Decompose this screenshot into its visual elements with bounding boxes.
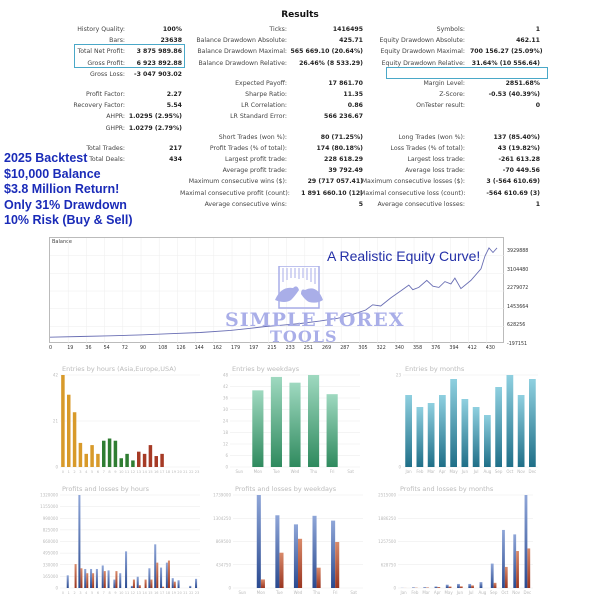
equity-curve-caption: A Realistic Equity Curve! xyxy=(327,248,481,264)
y-tick-label: 628256 xyxy=(507,323,526,329)
svg-text:36: 36 xyxy=(222,395,228,401)
stat-label: Gross Profit: xyxy=(87,59,125,67)
svg-text:Aug: Aug xyxy=(483,469,492,474)
watermark-line1: SIMPLE FOREX xyxy=(225,309,405,331)
stat-value: 5 xyxy=(358,200,363,208)
svg-text:23: 23 xyxy=(395,372,401,378)
svg-text:6: 6 xyxy=(225,453,228,458)
svg-text:8: 8 xyxy=(108,470,111,474)
svg-text:Jul: Jul xyxy=(473,469,479,474)
stat-value: 3 (-564 610.69) xyxy=(486,178,540,186)
svg-text:2: 2 xyxy=(73,591,76,595)
svg-text:30: 30 xyxy=(222,407,228,412)
stat-label: Average loss trade: xyxy=(405,167,465,175)
x-tick-label: 90 xyxy=(140,346,147,351)
svg-text:Oct: Oct xyxy=(501,590,509,595)
svg-text:Tue: Tue xyxy=(276,590,283,595)
svg-text:Nov: Nov xyxy=(512,590,521,595)
stat-value: 31.64% (10 556.64) xyxy=(471,59,540,67)
svg-text:22: 22 xyxy=(189,591,194,595)
svg-text:21: 21 xyxy=(183,470,188,474)
stat-value: -564 610.69 (3) xyxy=(486,189,540,197)
x-tick-label: 340 xyxy=(394,346,404,351)
svg-text:Fri: Fri xyxy=(329,469,335,474)
stat-value: 425.71 xyxy=(339,37,363,45)
x-tick-label: 287 xyxy=(340,346,350,351)
svg-text:Jan: Jan xyxy=(400,590,407,595)
svg-text:9: 9 xyxy=(114,591,117,595)
stat-label: Loss Trades (% of total): xyxy=(390,144,465,152)
svg-text:7: 7 xyxy=(102,591,105,595)
stat-value: 174 (80.18%) xyxy=(316,144,363,152)
svg-text:434750: 434750 xyxy=(215,562,231,568)
highlight-net-gross-profit xyxy=(74,44,185,68)
svg-text:1: 1 xyxy=(67,470,70,474)
stat-value: 2.27 xyxy=(166,90,182,98)
x-tick-label: 269 xyxy=(322,346,332,351)
promo-line: 2025 Backtest xyxy=(4,151,88,165)
stat-value: 565 669.10 (20.64%) xyxy=(290,48,363,56)
stat-value: 228 618.29 xyxy=(324,155,363,163)
stat-label: OnTester result: xyxy=(416,102,465,110)
svg-text:1: 1 xyxy=(67,591,70,595)
stat-label: LR Standard Error: xyxy=(230,113,287,121)
svg-text:1739000: 1739000 xyxy=(213,492,231,498)
svg-text:13: 13 xyxy=(136,470,142,474)
stat-label: Total Net Profit: xyxy=(77,48,125,56)
svg-text:495000: 495000 xyxy=(42,550,58,556)
stat-value: 1 xyxy=(535,26,540,33)
svg-text:Dec: Dec xyxy=(523,590,532,595)
stat-label: Average consecutive losses: xyxy=(377,200,465,208)
svg-text:20: 20 xyxy=(177,470,182,474)
stat-value: 5.54 xyxy=(166,102,182,110)
chart-title: Profits and losses by weekdays xyxy=(235,485,337,493)
stat-value: -261 613.28 xyxy=(498,155,540,163)
stat-label: History Quality: xyxy=(77,26,125,33)
profits-losses-by-weekdays-chart xyxy=(195,485,370,610)
svg-text:24: 24 xyxy=(222,418,228,424)
x-tick-label: 305 xyxy=(358,346,368,351)
stat-label: Total Deals: xyxy=(89,155,125,163)
stat-value: 462.11 xyxy=(516,37,540,45)
stat-label: Ticks: xyxy=(269,26,287,33)
svg-text:Nov: Nov xyxy=(517,469,526,474)
svg-text:Mar: Mar xyxy=(422,590,430,595)
stat-label: Maximal consecutive profit (count): xyxy=(180,189,290,197)
svg-text:0: 0 xyxy=(398,464,401,470)
svg-text:5: 5 xyxy=(90,591,94,595)
stat-value: -3 047 903.02 xyxy=(134,70,182,78)
svg-text:1257500: 1257500 xyxy=(378,539,396,544)
svg-text:Dec: Dec xyxy=(528,469,537,474)
svg-text:Feb: Feb xyxy=(411,590,419,595)
stat-value: 2851.68% xyxy=(505,79,540,87)
x-tick-label: 215 xyxy=(267,346,277,351)
stat-label: Margin Level: xyxy=(423,79,465,87)
chart-title: Profits and losses by hours xyxy=(62,485,150,493)
svg-text:2515000: 2515000 xyxy=(378,492,396,498)
svg-text:15: 15 xyxy=(148,470,153,474)
svg-text:7: 7 xyxy=(102,470,105,474)
svg-text:Apr: Apr xyxy=(438,469,446,474)
svg-text:Mon: Mon xyxy=(253,469,263,474)
svg-text:22: 22 xyxy=(188,470,194,474)
entries-by-hours-chart xyxy=(30,365,210,480)
svg-text:12: 12 xyxy=(130,591,136,595)
stat-label: Balance Drawdown Absolute: xyxy=(196,37,287,45)
x-tick-label: 108 xyxy=(158,346,168,351)
x-tick-label: 430 xyxy=(485,346,495,351)
x-tick-label: 36 xyxy=(85,346,92,351)
svg-text:Sep: Sep xyxy=(489,590,498,595)
chart-title: Entries by weekdays xyxy=(232,365,300,373)
stat-label: Total Trades: xyxy=(86,144,125,152)
x-tick-label: 197 xyxy=(249,346,259,351)
watermark-line2: TOOLS xyxy=(270,327,338,346)
svg-text:13: 13 xyxy=(136,591,141,595)
svg-text:10: 10 xyxy=(119,591,124,595)
svg-text:18: 18 xyxy=(165,470,171,474)
svg-text:14: 14 xyxy=(142,591,147,595)
stat-value: 39 792.49 xyxy=(328,167,363,175)
svg-text:10: 10 xyxy=(118,470,124,474)
svg-text:Thu: Thu xyxy=(309,469,318,474)
svg-text:990000: 990000 xyxy=(42,515,58,521)
highlight-equity-drawdown-relative xyxy=(386,67,548,79)
svg-text:0: 0 xyxy=(228,585,231,591)
svg-text:6: 6 xyxy=(96,470,100,474)
promo-text-block xyxy=(4,151,133,229)
svg-text:Thu: Thu xyxy=(312,590,321,595)
stat-value: 17 861.70 xyxy=(328,79,363,87)
stat-value: 1.0295 (2.95%) xyxy=(128,113,182,121)
svg-text:17: 17 xyxy=(159,470,165,474)
svg-text:18: 18 xyxy=(165,591,171,595)
y-tick-label: 3104480 xyxy=(507,267,529,273)
x-tick-label: 358 xyxy=(413,346,423,351)
stat-label: Balance Drawdown Maximal: xyxy=(197,48,287,56)
svg-text:23: 23 xyxy=(194,591,200,595)
stat-value: 137 (85.40%) xyxy=(493,133,540,141)
x-tick-label: 233 xyxy=(285,346,295,351)
svg-text:1304250: 1304250 xyxy=(213,515,231,521)
svg-text:Fri: Fri xyxy=(332,590,338,595)
stat-value: 43 (19.82%) xyxy=(497,144,540,152)
x-tick-label: 394 xyxy=(449,346,459,351)
svg-text:2: 2 xyxy=(73,470,76,474)
svg-text:869500: 869500 xyxy=(215,539,231,544)
y-tick-label: 1453664 xyxy=(507,304,529,310)
svg-text:6: 6 xyxy=(96,591,100,595)
promo-line: 10% Risk (Buy & Sell) xyxy=(4,213,133,227)
svg-text:Sep: Sep xyxy=(494,469,503,474)
svg-text:5: 5 xyxy=(90,470,94,474)
svg-text:May: May xyxy=(444,590,453,595)
svg-text:0: 0 xyxy=(61,591,65,595)
svg-text:0: 0 xyxy=(61,470,65,474)
x-tick-label: 376 xyxy=(431,346,441,351)
x-tick-label: 162 xyxy=(212,346,222,351)
y-tick-label: -197151 xyxy=(507,342,528,347)
stat-value: 566 236.67 xyxy=(324,113,363,121)
chart-title: Profits and losses by months xyxy=(400,485,494,493)
stat-label: Maximum consecutive losses ($): xyxy=(361,178,465,186)
stat-value: -0.53 (40.39%) xyxy=(488,90,540,98)
stat-label: Maximal consecutive loss (count): xyxy=(360,189,466,197)
svg-text:48: 48 xyxy=(222,372,228,378)
svg-text:3: 3 xyxy=(79,470,82,474)
stat-label: Average consecutive wins: xyxy=(204,200,287,208)
stat-value: 0.86 xyxy=(347,102,363,110)
promo-line: Only 31% Drawdown xyxy=(4,197,127,212)
svg-text:0: 0 xyxy=(55,585,58,591)
svg-text:Wed: Wed xyxy=(290,469,300,474)
chart-title: Entries by months xyxy=(405,365,465,373)
svg-text:19: 19 xyxy=(171,470,177,474)
stat-value: 217 xyxy=(169,144,182,152)
stat-label: Profit Trades (% of total): xyxy=(209,144,287,152)
x-tick-label: 54 xyxy=(103,346,110,351)
svg-text:3: 3 xyxy=(79,591,82,595)
svg-text:18: 18 xyxy=(222,430,228,435)
svg-text:21: 21 xyxy=(183,591,188,595)
x-tick-label: 72 xyxy=(121,346,128,351)
stat-value: 1 891 660.10 (12) xyxy=(301,189,363,197)
stat-label: Long Trades (won %): xyxy=(398,133,465,141)
svg-text:Tue: Tue xyxy=(273,469,280,474)
svg-text:16: 16 xyxy=(153,470,159,474)
svg-text:Sun: Sun xyxy=(235,469,244,474)
svg-text:Sat: Sat xyxy=(350,590,357,595)
promo-line: $10,000 Balance xyxy=(4,166,101,181)
y-tick-label: 3929888 xyxy=(507,249,529,254)
svg-text:0: 0 xyxy=(55,464,58,470)
stat-value: 6 923 892.88 xyxy=(136,59,182,67)
stat-value: 1 xyxy=(535,200,540,208)
stat-value: 100% xyxy=(162,26,182,33)
stat-value: 700 156.27 (25.09%) xyxy=(470,48,543,56)
svg-text:23: 23 xyxy=(194,470,200,474)
stat-label: Bars: xyxy=(109,37,125,45)
stat-label: Sharpe Ratio: xyxy=(245,90,287,98)
svg-text:8: 8 xyxy=(108,591,111,595)
x-tick-label: 251 xyxy=(303,346,313,351)
svg-text:825000: 825000 xyxy=(42,527,58,533)
stat-label: GHPR: xyxy=(105,124,125,132)
svg-text:1155000: 1155000 xyxy=(40,504,58,510)
svg-text:165000: 165000 xyxy=(42,573,58,579)
y-tick-label: 2279072 xyxy=(507,286,529,292)
svg-text:14: 14 xyxy=(142,470,147,474)
svg-text:21: 21 xyxy=(52,418,58,424)
stat-value: 434 xyxy=(169,155,182,163)
svg-text:Sat: Sat xyxy=(347,469,354,474)
svg-text:1886250: 1886250 xyxy=(378,515,396,521)
svg-text:12: 12 xyxy=(222,441,228,447)
stat-label: Largest profit trade: xyxy=(224,155,287,163)
stat-value: -70 449.56 xyxy=(502,167,540,175)
x-tick-label: 322 xyxy=(376,346,386,351)
svg-text:Mar: Mar xyxy=(427,469,435,474)
stat-label: Profit Factor: xyxy=(85,90,125,98)
svg-text:Jun: Jun xyxy=(456,590,463,595)
stat-value: 80 (71.25%) xyxy=(320,133,363,141)
x-tick-label: 19 xyxy=(67,346,74,351)
svg-text:4: 4 xyxy=(85,591,88,595)
stat-value: 0 xyxy=(535,102,540,110)
svg-text:May: May xyxy=(449,469,458,474)
svg-text:Sun: Sun xyxy=(238,590,247,595)
stat-label: Balance Drawdown Relative: xyxy=(198,59,287,67)
svg-text:11: 11 xyxy=(124,470,130,474)
svg-text:15: 15 xyxy=(148,591,153,595)
x-tick-label: 412 xyxy=(467,346,477,351)
x-tick-label: 144 xyxy=(194,346,204,351)
svg-text:17: 17 xyxy=(159,591,165,595)
svg-text:11: 11 xyxy=(124,591,130,595)
stat-label: Recovery Factor: xyxy=(73,102,125,110)
entries-by-months-chart xyxy=(385,365,550,480)
stat-value: 23638 xyxy=(160,37,182,45)
stat-value: 1.0279 (2.79%) xyxy=(128,124,182,132)
x-tick-label: 126 xyxy=(176,346,186,351)
svg-text:20: 20 xyxy=(177,591,182,595)
profits-losses-by-months-chart xyxy=(370,485,545,610)
stat-label: Short Trades (won %): xyxy=(218,133,287,141)
stat-label: Equity Drawdown Maximal: xyxy=(380,48,465,56)
stat-label: Z-Score: xyxy=(439,90,465,98)
svg-text:330000: 330000 xyxy=(42,562,58,568)
svg-text:628750: 628750 xyxy=(380,562,396,568)
balance-chart-label: Balance xyxy=(52,239,72,245)
chart-title: Entries by hours (Asia,Europe,USA) xyxy=(62,365,177,373)
stat-label: Largest loss trade: xyxy=(407,155,465,163)
stat-value: 26.46% (8 533.29) xyxy=(299,59,363,67)
stat-label: Equity Drawdown Absolute: xyxy=(379,37,465,45)
stat-value: 3 875 989.86 xyxy=(136,48,182,56)
stat-value: 29 (717 057.41) xyxy=(307,178,363,186)
svg-text:16: 16 xyxy=(154,591,159,595)
stat-label: Maximum consecutive wins ($): xyxy=(188,178,287,186)
entries-by-weekdays-chart xyxy=(210,365,370,480)
svg-text:Oct: Oct xyxy=(506,469,514,474)
stat-label: Gross Loss: xyxy=(89,70,125,78)
svg-text:9: 9 xyxy=(114,470,117,474)
svg-text:Aug: Aug xyxy=(478,590,487,595)
stat-label: Equity Drawdown Relative: xyxy=(381,59,465,67)
stat-label: Expected Payoff: xyxy=(235,79,287,87)
stat-label: LR Correlation: xyxy=(241,102,287,110)
profits-losses-by-hours-chart xyxy=(0,485,205,610)
svg-text:1320000: 1320000 xyxy=(40,492,58,498)
svg-text:Feb: Feb xyxy=(416,469,424,474)
svg-text:12: 12 xyxy=(130,470,136,474)
svg-text:4: 4 xyxy=(85,470,88,474)
stat-label: Symbols: xyxy=(436,26,465,33)
svg-text:Mon: Mon xyxy=(256,590,266,595)
report-title: Results xyxy=(281,10,319,20)
svg-text:0: 0 xyxy=(225,464,228,470)
stat-label: Average profit trade: xyxy=(222,167,287,175)
x-tick-label: 179 xyxy=(231,346,241,351)
stat-value: 11.35 xyxy=(343,90,363,98)
svg-text:Wed: Wed xyxy=(293,590,303,595)
svg-text:19: 19 xyxy=(171,591,176,595)
svg-text:660000: 660000 xyxy=(42,539,58,544)
bull-bear-logo-icon xyxy=(273,266,325,310)
stat-label: AHPR: xyxy=(106,113,125,121)
x-tick-label: 0 xyxy=(49,346,53,351)
svg-text:42: 42 xyxy=(52,372,58,378)
svg-text:Apr: Apr xyxy=(433,590,441,595)
svg-text:42: 42 xyxy=(222,384,228,389)
promo-line: $3.8 Million Return! xyxy=(4,182,120,196)
svg-text:Jun: Jun xyxy=(461,469,468,474)
svg-text:Jan: Jan xyxy=(405,469,412,474)
svg-text:0: 0 xyxy=(393,585,396,591)
stat-value: 1416495 xyxy=(332,26,363,33)
svg-text:Jul: Jul xyxy=(468,590,474,595)
